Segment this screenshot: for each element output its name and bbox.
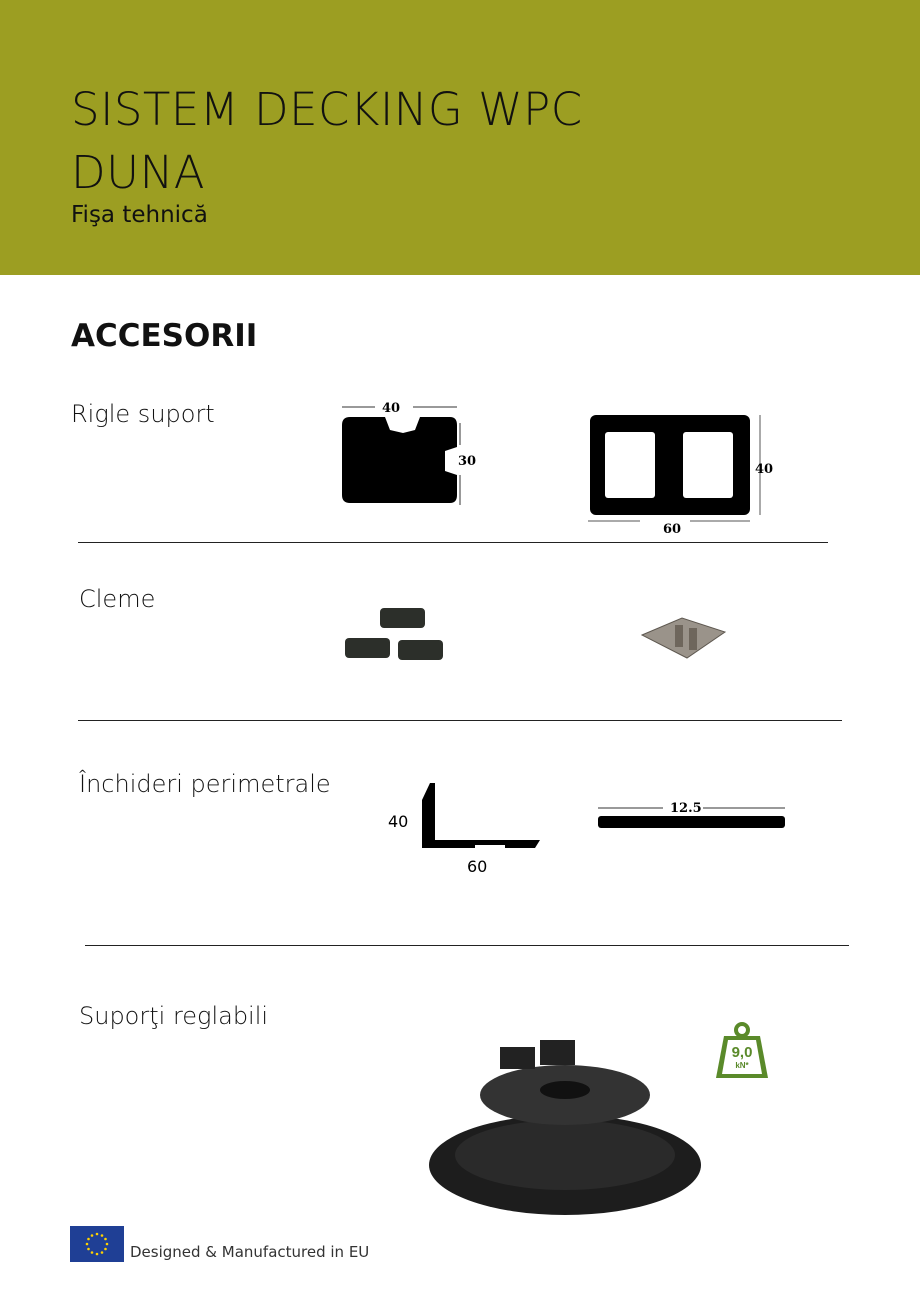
dim-label: 40 — [388, 812, 409, 831]
load-badge — [714, 1022, 770, 1080]
dim-label: 30 — [458, 454, 477, 469]
item-label-suporti: Suporţi reglabili — [79, 1002, 269, 1030]
section-title: ACCESORII — [71, 318, 258, 354]
item-label-cleme: Cleme — [79, 585, 156, 613]
footer-text: Designed & Manufactured in EU — [130, 1243, 370, 1261]
dim-label: 60 — [663, 522, 682, 537]
page-title: SISTEM DECKING WPC DUNA — [71, 83, 583, 199]
divider — [78, 542, 828, 543]
load-value: 9,0 — [731, 1044, 753, 1061]
dim-label: 60 — [467, 857, 488, 875]
adjustable-pedestal-image — [425, 1035, 705, 1220]
item-label-inchideri: Închideri perimetrale — [79, 770, 331, 798]
flat-profile-drawing — [595, 798, 790, 833]
page-subtitle: Fişa tehnică — [71, 202, 208, 228]
rigla-profile-40x60 — [585, 410, 785, 540]
plastic-clips-image — [340, 600, 450, 665]
load-unit: kN* — [735, 1061, 749, 1070]
divider — [78, 720, 842, 721]
eu-flag-icon — [70, 1226, 124, 1262]
rigla-profile-30x40 — [335, 395, 495, 510]
metal-clip-image — [637, 610, 732, 670]
l-profile-drawing — [380, 775, 550, 875]
dim-label: 40 — [382, 401, 401, 416]
item-label-rigle: Rigle suport — [71, 400, 215, 428]
dim-label: 12.5 — [670, 801, 702, 816]
divider — [85, 945, 849, 946]
dim-label: 40 — [755, 462, 774, 477]
